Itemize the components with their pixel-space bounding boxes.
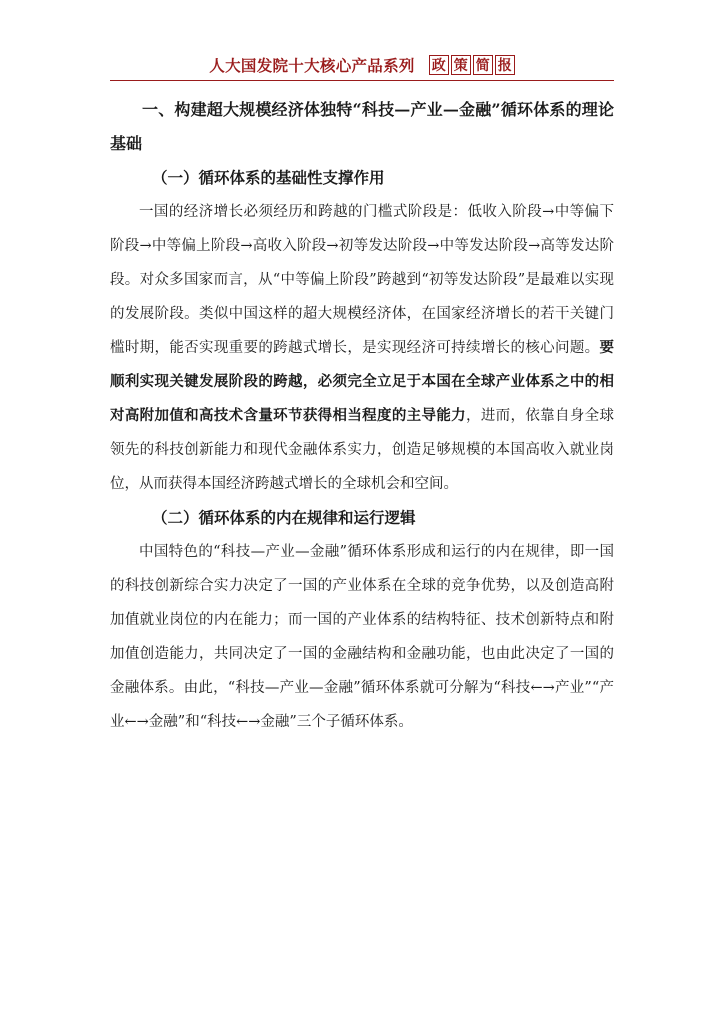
paragraph-1-text-a: 一国的经济增长必须经历和跨越的门槛式阶段是：低收入阶段→中等偏下阶段→中等偏上阶段→高收入阶段→初等发达阶段→中等发达阶段→高等发达阶段。对众多国家而言，从“中等偏上阶段”跨越到“初等发达阶段”是最难以实现的发展阶段。类似中国这样的超大规模经济体，在国家经济增长的若干关键门槛时期，能否实现重要的跨越式增长，是实现经济可持续增长的核心问题。	[110, 204, 614, 356]
subsection-heading-1: （一）循环体系的基础性支撑作用	[152, 168, 385, 187]
paragraph-1-bold: 要顺利实现关键发展阶段的跨越，必须完全立足于本国在全球产业体系之中的相对高附加值和高技术含量环节获得相当程度的主导能力	[110, 339, 614, 424]
document-body	[110, 93, 614, 739]
badge-char: 报	[495, 55, 515, 75]
badge-char: 策	[451, 55, 471, 75]
page-header	[110, 50, 614, 80]
badge-char: 简	[473, 55, 493, 75]
section-heading: 一、构建超大规模经济体独特“科技—产业—金融”循环体系的理论基础	[110, 100, 614, 153]
paragraph-2: 中国特色的“科技—产业—金融”循环体系形成和运行的内在规律，即一国的科技创新综合实力决定了一国的产业体系在全球的竞争优势，以及创造高附加值就业岗位的内在能力；而一国的产业体系的结构特征、技术创新特点和附加值创造能力，共同决定了一国的金融结构和金融功能，也由此决定了一国的金融体系。由此，“科技—产业—金融”循环体系就可分解为“科技←→产业”“产业←→金融”和“科技←→金融”三个子循环体系。	[110, 544, 614, 730]
header-divider	[110, 80, 614, 81]
series-title: 人大国发院十大核心产品系列	[209, 56, 415, 75]
policy-brief-badge	[429, 55, 515, 75]
subsection-heading-2: （二）循环体系的内在规律和运行逻辑	[152, 508, 416, 527]
badge-char: 政	[429, 55, 449, 75]
paragraph-1	[110, 195, 614, 501]
paragraph-1-text-b: ，进而，依靠自身全球领先的科技创新能力和现代金融体系实力，创造足够规模的本国高收入就业岗位，从而获得本国经济跨越式增长的全球机会和空间。	[110, 408, 614, 492]
